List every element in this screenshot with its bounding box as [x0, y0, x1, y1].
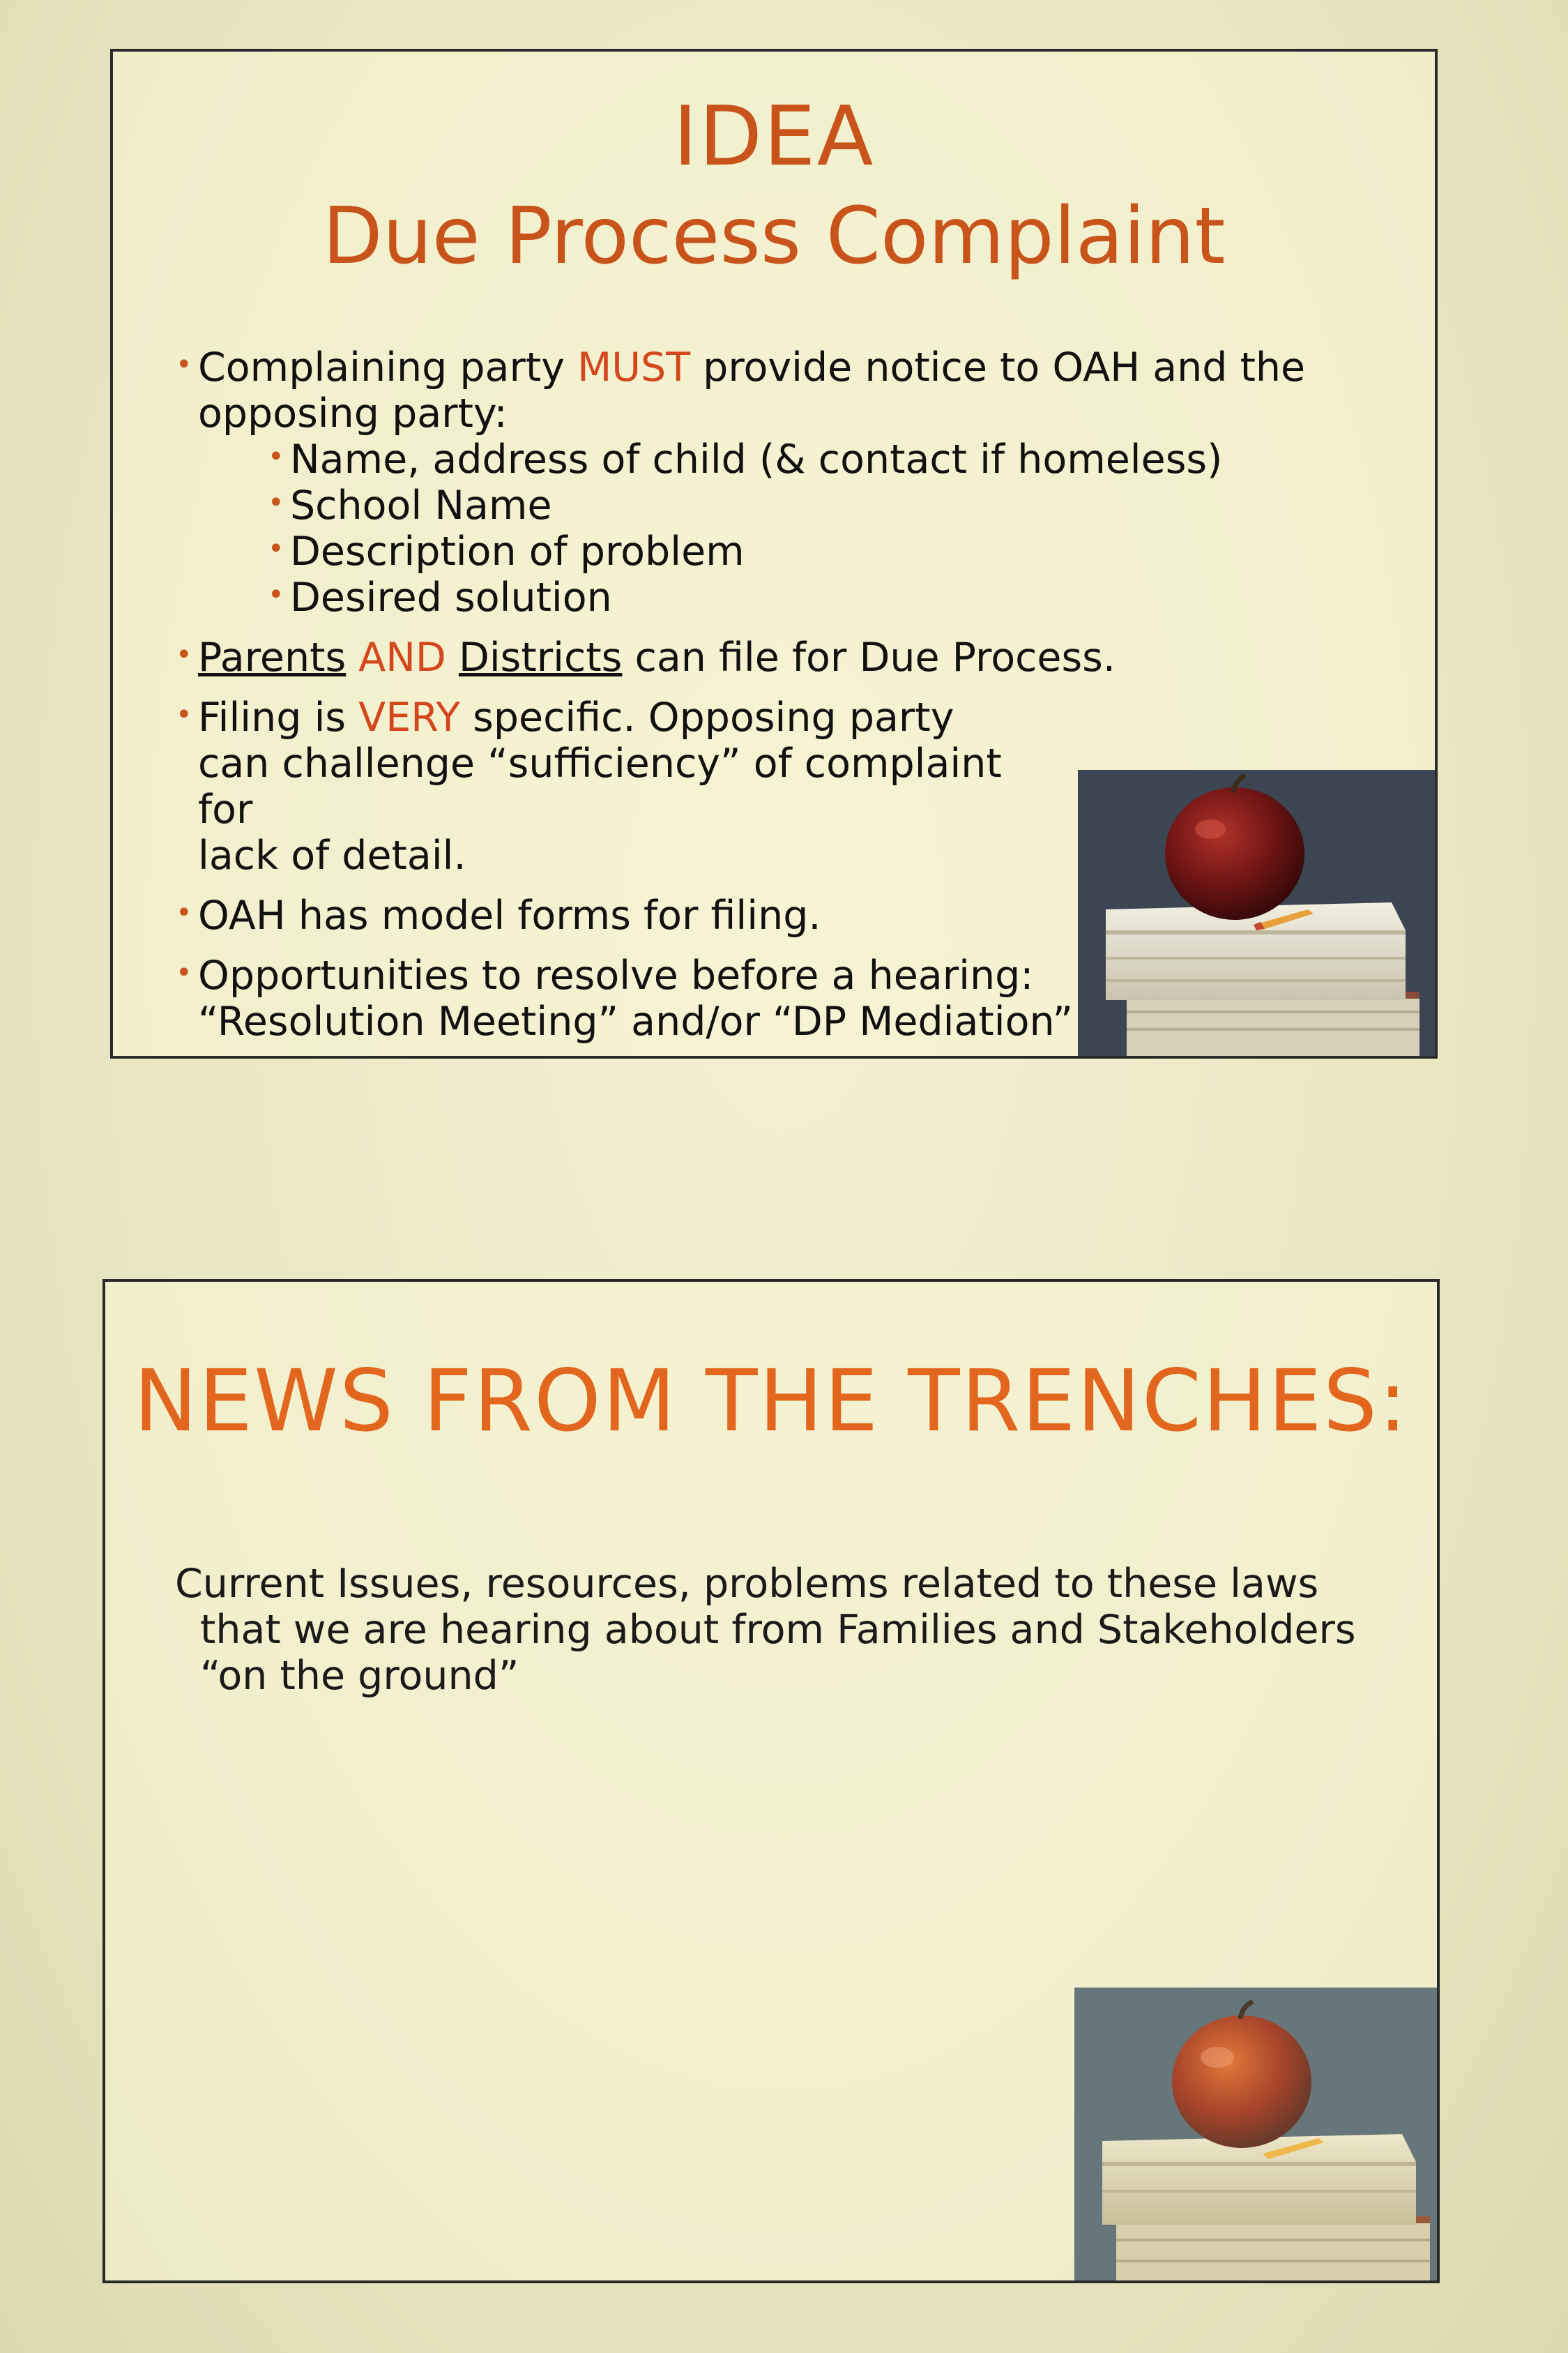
slide-news-from-trenches [102, 1279, 1440, 2283]
bullet-filing-specific [176, 695, 1063, 879]
emphasis-very: VERY [358, 695, 461, 741]
sub-bullet-list [198, 437, 1375, 621]
sub-bullet-item: • Name, address of child (& contact if homeless) [268, 437, 1375, 483]
underlined-districts: Districts [458, 635, 623, 681]
bullet-text: Opportunities to resolve before a hearing: [198, 953, 1034, 999]
bullet-text: “Resolution Meeting” and/or “DP Mediation” [198, 999, 1074, 1045]
slide-title: NEWS FROM THE TRENCHES: [133, 1352, 1409, 1451]
bullet-model-forms: • OAH has model forms for filing. [176, 893, 1375, 939]
emphasis-must: MUST [577, 345, 691, 391]
body-line: Current Issues, resources, problems related to these laws [175, 1561, 1319, 1607]
bullet-text: can file for Due Process. [622, 635, 1116, 681]
underlined-parents: Parents [198, 635, 347, 681]
bullet-text: specific. Opposing party [460, 695, 954, 741]
slide-body-text [175, 1561, 1360, 1699]
bullet-text: Filing is [198, 695, 359, 741]
slide-idea-due-process [110, 49, 1438, 1059]
bullet-text: can challenge “sufficiency” of complaint for [198, 741, 1002, 833]
sub-bullet-item: • Description of problem [268, 529, 1375, 575]
sub-bullet-item: • Desired solution [268, 575, 1375, 621]
body-line: “on the ground” [200, 1653, 519, 1699]
bullet-text: Complaining party [198, 345, 578, 391]
bullet-text: provide notice to OAH and the opposing party: [198, 345, 1306, 437]
body-line: that we are hearing about from Families and Stakeholders [200, 1607, 1356, 1653]
bullet-text: lack of detail. [198, 833, 466, 879]
bullet-who-can-file [176, 635, 1375, 681]
apple-on-books-image [1078, 770, 1435, 1056]
bullet-notice [176, 345, 1375, 621]
apple-on-books-image [1074, 1988, 1437, 2280]
slide-title-line2: Due Process Complaint [322, 191, 1226, 282]
emphasis-and: AND [358, 635, 446, 681]
slide-title-line1: IDEA [673, 88, 875, 184]
sub-bullet-item: • School Name [268, 483, 1375, 529]
